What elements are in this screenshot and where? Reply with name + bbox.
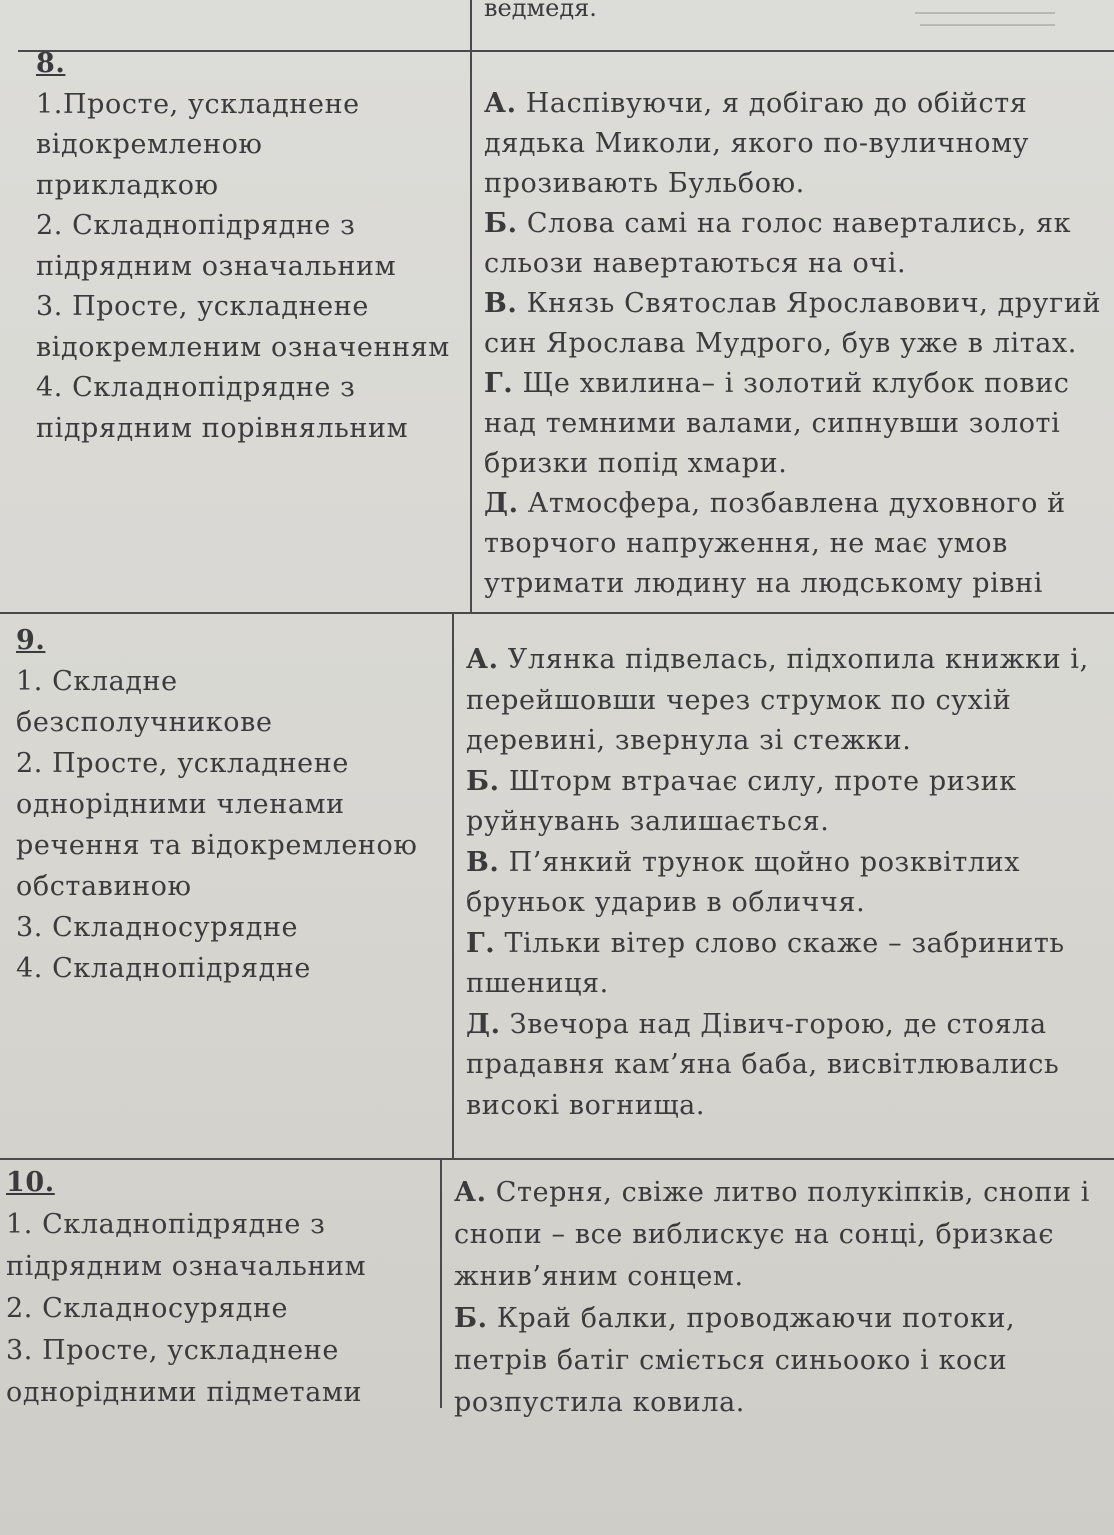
decorative-line xyxy=(920,24,1055,26)
left-line: 2. Складносурядне xyxy=(6,1293,289,1324)
left-line: підрядним означальним xyxy=(6,1251,367,1282)
left-line: 3. Просте, ускладнене xyxy=(36,291,369,322)
left-line: безсполучникове xyxy=(16,707,273,738)
option-b xyxy=(454,1298,1090,1340)
option-line: утримати людину на людському рівні xyxy=(484,568,1043,599)
option-line: деревині, звернула зі стежки. xyxy=(466,725,912,756)
option-line: Тільки вітер слово скаже – забринить xyxy=(504,927,1065,959)
option-letter: В. xyxy=(484,288,518,319)
table-border-q8-q9 xyxy=(0,612,1114,614)
option-v xyxy=(466,843,1089,884)
option-line: пшениця. xyxy=(466,968,609,999)
option-line: снопи – все виблискує на сонці, бризкає xyxy=(454,1219,1055,1250)
option-line: Улянка підвелась, підхопила книжки і, xyxy=(507,644,1089,675)
left-line: 4. Складнопідрядне xyxy=(16,953,311,984)
option-line: жнив’яним сонцем. xyxy=(454,1261,744,1292)
option-line: дядька Миколи, якого по-вуличному xyxy=(484,128,1030,159)
option-d xyxy=(484,484,1101,524)
option-line: руйнувань залишається. xyxy=(466,806,830,837)
left-line: речення та відокремленою xyxy=(16,830,418,861)
option-line: Стерня, свіже литво полукіпків, снопи і xyxy=(495,1177,1090,1208)
option-line: прадавня кам’яна баба, висвітлювались xyxy=(466,1049,1060,1080)
question-number: 8. xyxy=(36,48,66,79)
left-line: обставиною xyxy=(16,871,192,902)
option-h xyxy=(484,364,1101,404)
left-line: 1.Просте, ускладнене xyxy=(36,88,360,120)
option-letter: А. xyxy=(466,644,499,675)
option-v xyxy=(484,284,1101,324)
question-9-right xyxy=(466,640,1089,1126)
option-line: Слова самі на голос навертались, як xyxy=(526,208,1072,239)
option-line: розпустила ковила. xyxy=(454,1387,745,1418)
question-number: 9. xyxy=(16,625,46,656)
option-line: Ще хвилина– і золотий клубок повис xyxy=(522,368,1070,399)
option-line: творчого напруження, не має умов xyxy=(484,528,1008,559)
left-line: 3. Просте, ускладнене xyxy=(6,1335,339,1366)
left-line: прикладкою xyxy=(36,169,219,201)
option-d xyxy=(466,1005,1089,1046)
left-line: 3. Складносурядне xyxy=(16,912,299,943)
option-letter: Б. xyxy=(484,208,518,239)
option-line: бруньок ударив в обличчя. xyxy=(466,887,866,918)
question-10-right xyxy=(454,1172,1090,1424)
left-line: 2. Просте, ускладнене xyxy=(16,748,349,779)
option-letter: А. xyxy=(454,1177,487,1208)
left-line: 2. Складнопідрядне з xyxy=(36,210,356,241)
option-line: Край балки, проводжаючи потоки, xyxy=(496,1303,1016,1334)
question-8-left xyxy=(36,44,450,449)
option-line: над темними валами, сипнувши золоті xyxy=(484,408,1061,439)
question-9-left xyxy=(16,620,417,989)
decorative-line xyxy=(915,12,1055,14)
option-letter: Г. xyxy=(484,368,514,399)
column-divider-upper xyxy=(470,0,472,614)
previous-question-fragment: ведмедя. xyxy=(484,0,597,22)
question-10-left xyxy=(6,1162,366,1414)
option-letter: Д. xyxy=(484,488,519,519)
option-b xyxy=(466,762,1089,803)
option-a xyxy=(484,84,1101,124)
option-letter: В. xyxy=(466,846,500,878)
option-line: сльози навертаються на очі. xyxy=(484,248,907,279)
option-b xyxy=(484,204,1101,244)
left-line: однорідними підметами xyxy=(6,1377,363,1408)
left-line: однорідними членами xyxy=(16,789,345,820)
left-line: 1. Складнопідрядне з xyxy=(6,1209,326,1240)
option-h xyxy=(466,924,1089,965)
table-border-q9-q10 xyxy=(0,1158,1114,1160)
option-line: петрів батіг сміється синьооко і коси xyxy=(454,1345,1008,1376)
option-line: син Ярослава Мудрого, був уже в літах. xyxy=(484,328,1077,359)
option-line: Наспівуючи, я добігаю до обійстя xyxy=(525,88,1028,119)
option-line: Звечора над Дівич-горою, де стояла xyxy=(509,1008,1047,1040)
left-line: відокремленим означенням xyxy=(36,331,450,363)
option-line: бризки попід хмари. xyxy=(484,448,788,479)
option-letter: А. xyxy=(484,88,517,119)
option-line: Атмосфера, позбавлена духовного й xyxy=(527,488,1066,519)
option-letter: Г. xyxy=(466,927,496,959)
option-a xyxy=(454,1172,1090,1214)
option-line: перейшовши через струмок по сухій xyxy=(466,684,1012,716)
left-line: підрядним порівняльним xyxy=(36,412,409,444)
question-8-right xyxy=(484,84,1101,604)
left-line: 1. Складне xyxy=(16,666,178,697)
option-line: П’янкий трунок щойно розквітлих xyxy=(508,846,1021,878)
column-divider-middle xyxy=(452,612,454,1160)
left-line: 4. Складнопідрядне з xyxy=(36,372,356,403)
option-line: високі вогнища. xyxy=(466,1089,706,1121)
option-line: Шторм втрачає силу, проте ризик xyxy=(508,765,1017,797)
option-line: Князь Святослав Ярославович, другий xyxy=(526,288,1102,319)
option-letter: Д. xyxy=(466,1008,501,1040)
question-number: 10. xyxy=(6,1167,55,1198)
option-line: прозивають Бульбою. xyxy=(484,168,805,199)
option-a xyxy=(466,640,1089,681)
left-line: підрядним означальним xyxy=(36,250,397,282)
option-letter: Б. xyxy=(466,765,500,797)
left-line: відокремленою xyxy=(36,129,263,160)
option-letter: Б. xyxy=(454,1303,488,1334)
column-divider-lower xyxy=(440,1158,442,1408)
